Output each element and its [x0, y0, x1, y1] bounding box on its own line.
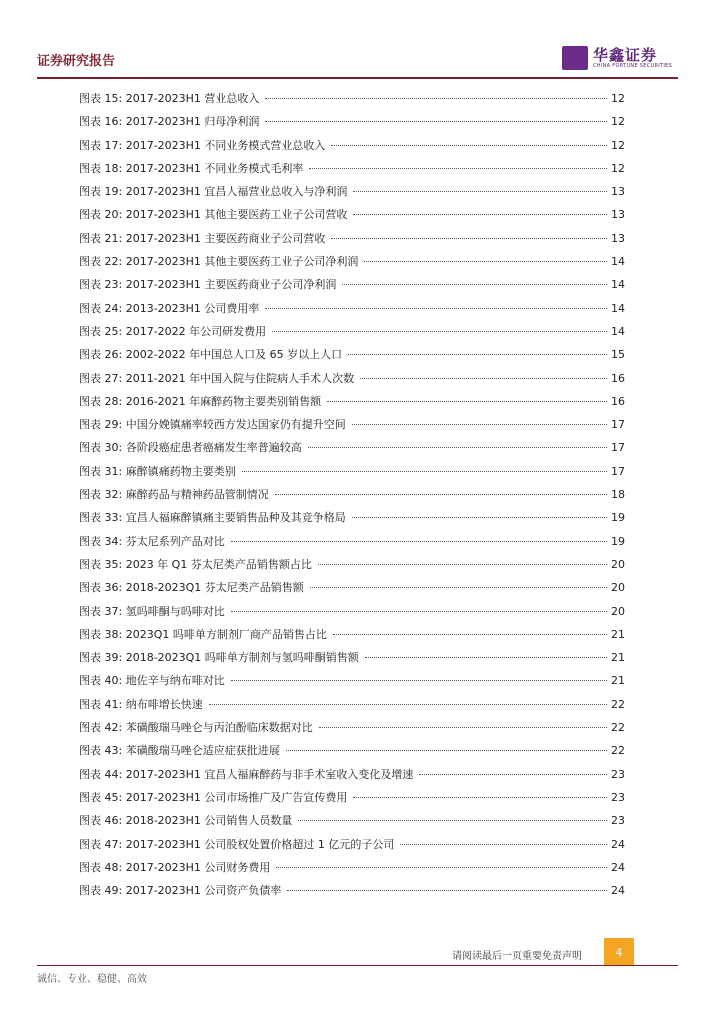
toc-leader-dots [242, 459, 607, 472]
toc-entry-page: 17 [611, 464, 625, 478]
toc-entry-page: 17 [611, 441, 625, 455]
toc-entry-page: 22 [611, 721, 625, 735]
header-title: 证券研究报告 [37, 54, 116, 69]
toc-leader-dots [209, 692, 607, 705]
toc-entry-label: 图表 30: 各阶段癌症患者癌痛发生率普遍较高 [79, 441, 302, 455]
toc-entry-page: 14 [611, 324, 625, 338]
toc-leader-dots [286, 738, 607, 751]
toc-leader-dots [353, 202, 607, 215]
toc-entry-label: 图表 27: 2011-2021 年中国入院与住院病人手术人次数 [79, 371, 355, 385]
toc-entry-label: 图表 36: 2018-2023Q1 芬太尼类产品销售额 [79, 581, 304, 595]
toc-entry-label: 图表 31: 麻醉镇痛药物主要类别 [79, 464, 236, 478]
toc-entry[interactable] [79, 881, 625, 904]
table-of-contents [79, 89, 625, 904]
toc-leader-dots [419, 762, 607, 775]
toc-entry-label: 图表 34: 芬太尼系列产品对比 [79, 534, 225, 548]
toc-leader-dots [342, 272, 607, 285]
toc-entry-label: 图表 39: 2018-2023Q1 吗啡单方制剂与氢吗啡酮销售额 [79, 651, 359, 665]
toc-entry-page: 23 [611, 814, 625, 828]
toc-entry-label: 图表 19: 2017-2023H1 宜昌人福营业总收入与净利润 [79, 185, 348, 199]
toc-entry-label: 图表 16: 2017-2023H1 归母净利润 [79, 115, 260, 129]
toc-leader-dots [353, 179, 607, 192]
toc-entry-page: 14 [611, 301, 625, 315]
toc-leader-dots [310, 575, 607, 588]
toc-leader-dots [308, 435, 607, 448]
toc-leader-dots [319, 715, 607, 728]
toc-entry-label: 图表 20: 2017-2023H1 其他主要医药工业子公司营收 [79, 208, 348, 222]
toc-entry-page: 12 [611, 92, 625, 105]
toc-leader-dots [318, 552, 607, 565]
disclaimer-note: 请阅读最后一页重要免责声明 [452, 951, 582, 962]
toc-entry-label: 图表 17: 2017-2023H1 不同业务模式营业总收入 [79, 138, 326, 152]
toc-leader-dots [352, 505, 607, 518]
toc-entry-label: 图表 21: 2017-2023H1 主要医药商业子公司营收 [79, 231, 326, 245]
toc-leader-dots [348, 342, 607, 355]
toc-leader-dots [272, 319, 607, 332]
toc-leader-dots [327, 389, 607, 402]
toc-entry-label: 图表 18: 2017-2023H1 不同业务模式毛利率 [79, 161, 304, 175]
toc-leader-dots [265, 296, 607, 309]
toc-entry-label: 图表 32: 麻醉药品与精神药品管制情况 [79, 488, 269, 502]
toc-leader-dots [275, 482, 607, 495]
toc-entry-page: 16 [611, 371, 625, 385]
toc-entry-page: 18 [611, 488, 625, 502]
toc-entry-label: 图表 40: 地佐辛与纳布啡对比 [79, 674, 225, 688]
toc-entry-label: 图表 23: 2017-2023H1 主要医药商业子公司净利润 [79, 278, 337, 292]
toc-entry-label: 图表 22: 2017-2023H1 其他主要医药工业子公司净利润 [79, 255, 359, 269]
toc-entry-label: 图表 29: 中国分娩镇痛率较西方发达国家仍有提升空间 [79, 418, 346, 432]
toc-entry-label: 图表 45: 2017-2023H1 公司市场推广及广告宣传费用 [79, 790, 348, 804]
toc-entry-page: 20 [611, 581, 625, 595]
toc-entry-page: 17 [611, 418, 625, 432]
toc-entry-page: 19 [611, 534, 625, 548]
toc-entry-page: 24 [611, 884, 625, 898]
toc-leader-dots [365, 645, 607, 658]
toc-entry-label: 图表 33: 宜昌人福麻醉镇痛主要销售品种及其竞争格局 [79, 511, 346, 525]
toc-leader-dots [265, 86, 607, 99]
toc-entry-page: 12 [611, 115, 625, 129]
toc-entry-page: 12 [611, 138, 625, 152]
toc-entry-page: 20 [611, 604, 625, 618]
toc-leader-dots [353, 785, 607, 798]
toc-entry-page: 13 [611, 231, 625, 245]
toc-entry-label: 图表 47: 2017-2023H1 公司股权处置价格超过 1 亿元的子公司 [79, 837, 395, 851]
toc-entry-page: 14 [611, 278, 625, 292]
toc-entry-page: 19 [611, 511, 625, 525]
page-number: 4 [604, 938, 634, 966]
toc-leader-dots [333, 622, 607, 635]
toc-entry-page: 21 [611, 627, 625, 641]
toc-leader-dots [298, 808, 607, 821]
toc-entry-page: 14 [611, 255, 625, 269]
toc-entry-page: 13 [611, 185, 625, 199]
toc-entry-page: 23 [611, 790, 625, 804]
toc-entry-page: 22 [611, 697, 625, 711]
toc-entry-page: 24 [611, 860, 625, 874]
toc-entry-label: 图表 35: 2023 年 Q1 芬太尼类产品销售额占比 [79, 557, 312, 571]
logo-name: 华鑫证券 [593, 46, 658, 64]
toc-entry-page: 24 [611, 837, 625, 851]
toc-entry-label: 图表 26: 2002-2022 年中国总人口及 65 岁以上人口 [79, 348, 343, 362]
toc-entry-page: 23 [611, 767, 625, 781]
footer-slogan: 诚信、专业、稳健、高效 [37, 974, 147, 985]
toc-leader-dots [231, 529, 607, 542]
toc-entry-label: 图表 42: 苯磺酸瑞马唑仑与丙泊酚临床数据对比 [79, 721, 313, 735]
toc-entry-label: 图表 44: 2017-2023H1 宜昌人福麻醉药与非手术室收入变化及增速 [79, 767, 414, 781]
toc-entry-page: 22 [611, 744, 625, 758]
header-rule [37, 77, 678, 79]
toc-entry-page: 20 [611, 557, 625, 571]
toc-leader-dots [331, 133, 607, 146]
toc-entry-label: 图表 37: 氢吗啡酮与吗啡对比 [79, 604, 225, 618]
logo-mark-icon [562, 46, 588, 70]
toc-leader-dots [364, 249, 607, 262]
toc-leader-dots [231, 599, 607, 612]
toc-leader-dots [400, 832, 607, 845]
toc-entry-label: 图表 28: 2016-2021 年麻醉药物主要类别销售额 [79, 394, 322, 408]
toc-entry-page: 16 [611, 394, 625, 408]
toc-entry-page: 12 [611, 161, 625, 175]
toc-entry-label: 图表 43: 苯磺酸瑞马唑仑适应症获批进展 [79, 744, 280, 758]
toc-entry-page: 13 [611, 208, 625, 222]
toc-entry-label: 图表 41: 纳布啡增长快速 [79, 697, 203, 711]
toc-leader-dots [331, 226, 607, 239]
toc-entry-label: 图表 25: 2017-2022 年公司研发费用 [79, 324, 267, 338]
toc-entry-label: 图表 15: 2017-2023H1 营业总收入 [79, 92, 260, 105]
toc-leader-dots [360, 366, 607, 379]
toc-leader-dots [352, 412, 607, 425]
toc-entry-label: 图表 24: 2013-2023H1 公司费用率 [79, 301, 260, 315]
toc-entry-page: 21 [611, 674, 625, 688]
logo-subtitle: CHINA FORTUNE SECURITIES [593, 63, 673, 69]
toc-entry-label: 图表 46: 2018-2023H1 公司销售人员数量 [79, 814, 293, 828]
toc-leader-dots [265, 109, 607, 122]
toc-entry-page: 15 [611, 348, 625, 362]
toc-entry-label: 图表 38: 2023Q1 吗啡单方制剂厂商产品销售占比 [79, 627, 327, 641]
toc-leader-dots [309, 156, 607, 169]
toc-entry-label: 图表 48: 2017-2023H1 公司财务费用 [79, 860, 271, 874]
toc-leader-dots [276, 855, 607, 868]
footer-rule [37, 965, 678, 966]
toc-entry-label: 图表 49: 2017-2023H1 公司资产负债率 [79, 884, 282, 898]
toc-leader-dots [231, 668, 607, 681]
toc-leader-dots [287, 878, 607, 891]
toc-entry-page: 21 [611, 651, 625, 665]
